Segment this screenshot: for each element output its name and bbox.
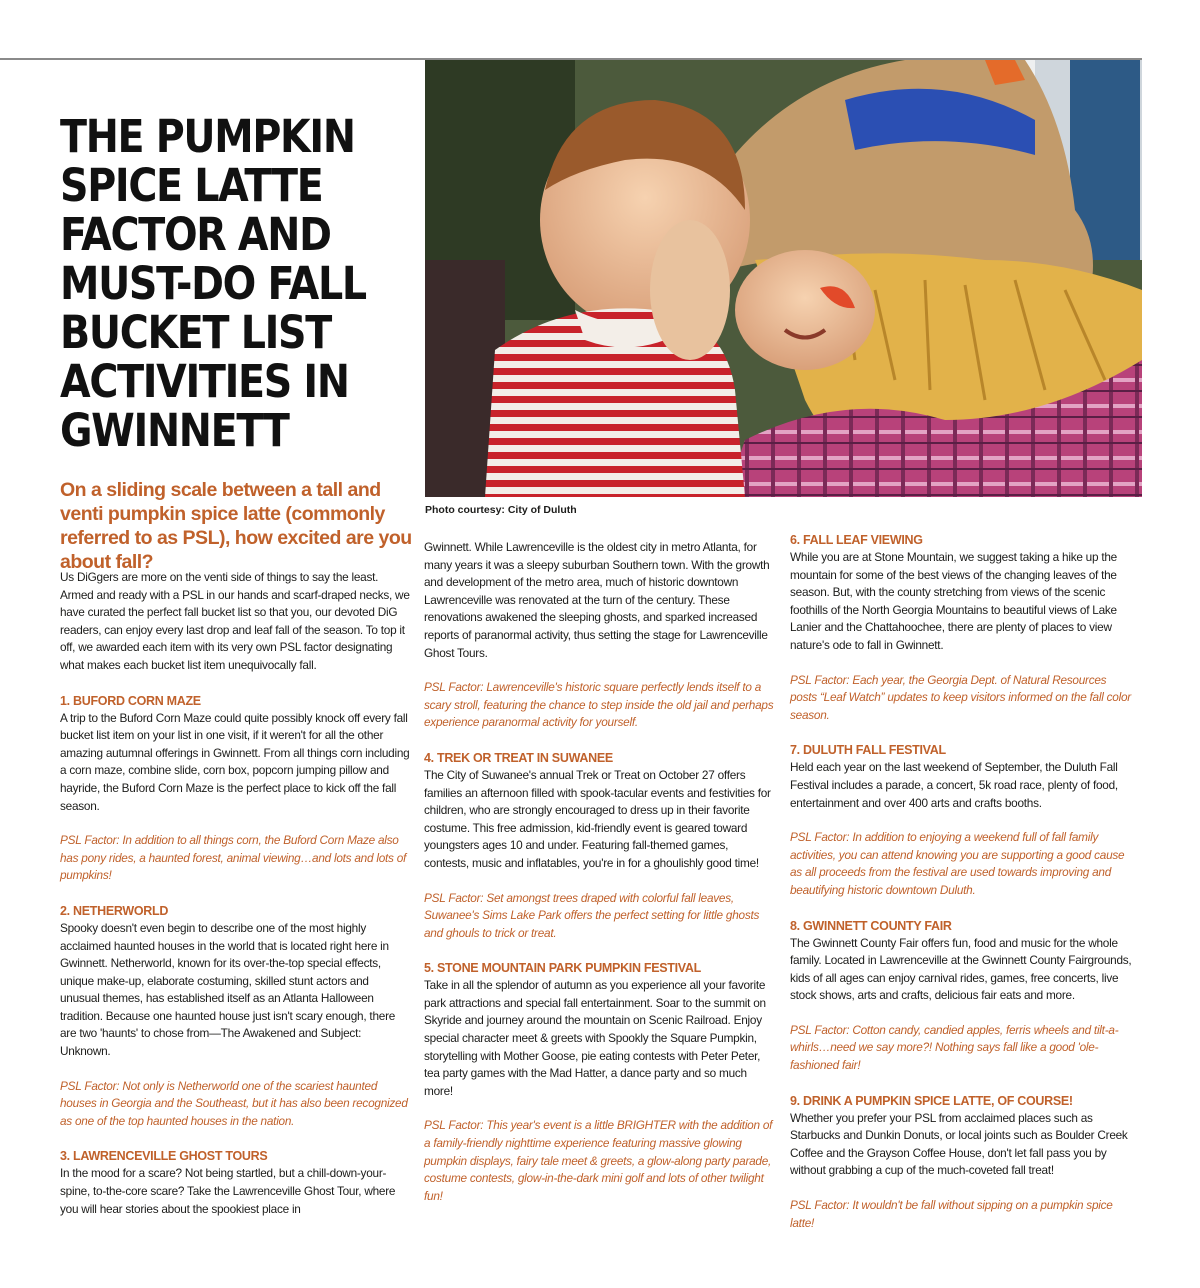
section-body-continued: Gwinnett. While Lawrenceville is the oldest city in metro Atlanta, for many years it was a sleepy suburban Southern town. With the growth and development of the metro area, much of historic downtown Lawrenceville was renovated at the turn of the century. These renovations awakened the sleeping ghosts, and sparked increased reports of paranormal activity, thus setting the stage for Lawrenceville Ghost Tours.	[424, 540, 770, 660]
section-body: The Gwinnett County Fair offers fun, food and music for the whole family. Located in Lawrenceville at the Gwinnett County Fairgrounds, kids of all ages can enjoy carnival rides, games, free concerts, live stock shows, arts and crafts, delicious fair eats and more.	[790, 935, 1132, 1003]
article-deck: On a sliding scale between a tall and venti pumpkin spice latte (commonly referred to as PSL), how excited are you about fall?	[60, 479, 412, 573]
section-body: Spooky doesn't even begin to describe one of the most highly acclaimed haunted houses in the world that is located right here in Gwinnett. Netherworld, known for its over-the-top special effects, unique make-up, elaborate costuming, skilled stunt actors and unusual themes, has established itself as an Atlanta Halloween tradition. Because one haunted house just isn't scary enough, there are two 'haunts' to chose from—The Awakened and Subject: Unknown.	[60, 920, 396, 1059]
article-photo	[425, 60, 1142, 497]
article-title: THE PUMPKIN SPICE LATTE FACTOR AND MUST-DO FALL BUCKET LIST ACTIVITIES IN GWINNETT	[60, 110, 366, 457]
section-heading: 7. DULUTH FALL FESTIVAL	[790, 743, 946, 758]
column-2	[424, 539, 776, 1222]
section-heading: 6. FALL LEAF VIEWING	[790, 533, 923, 547]
section-body: Whether you prefer your PSL from acclaimed places such as Starbucks and Dunkin Donuts, or local joints such as Boulder Creek Coffee and the Grayson Coffee House, don't let fall pass you by without grabbing a cup of the much-coveted fall treat!	[790, 1110, 1128, 1178]
column-3	[790, 531, 1135, 1249]
psl-factor: PSL Factor: It wouldn't be fall without sipping on a pumpkin spice latte!	[790, 1198, 1113, 1230]
psl-factor: PSL Factor: Set amongst trees draped with colorful fall leaves, Suwanee's Sims Lake Park offers the perfect setting for little ghosts and ghouls to trick or treat.	[424, 890, 760, 940]
section-heading: 2. NETHERWORLD	[60, 903, 169, 918]
psl-factor: PSL Factor: Each year, the Georgia Dept. of Natural Resources posts “Leaf Watch” updates to keep visitors informed on the fall color season.	[790, 672, 1131, 722]
section-body: While you are at Stone Mountain, we suggest taking a hike up the mountain for some of the best views of the changing leaves of the season. But, with the county stretching from views of the scenic foothills of the North Georgia Mountains to beautiful views of Lake Lanier and the Chattahoochee, there are plenty of places to view nature's ode to fall in Gwinnett.	[790, 550, 1117, 652]
section-body: In the mood for a scare? Not being startled, but a chill-down-your-spine, to-the-core scare? Take the Lawrenceville Ghost Tour, where you will hear stories about the spookiest place in	[60, 1166, 396, 1216]
psl-factor: PSL Factor: Not only is Netherworld one of the scariest haunted houses in Georgia and the Southeast, but it has also been recognized as one of the top haunted houses in the nation.	[60, 1078, 408, 1128]
psl-factor: PSL Factor: This year's event is a little BRIGHTER with the addition of a family-friendly nighttime experience featuring massive glowing pumpkin displays, fairy tale meet & greets, a glow-along party parade, costume contests, glow-in-the-dark mini golf and lots of other twilight fun!	[424, 1118, 773, 1203]
section-body: The City of Suwanee's annual Trek or Treat on October 27 offers families an afternoon filled with spook-tacular events and festivities for children, who are strongly encouraged to dress up in their favorite costume. This free admission, kid-friendly event is geared toward youngsters ages 10 and under. Featuring fall-themed games, contests, music and inflatables, you're in for a ghoulishly good time!	[424, 767, 771, 870]
intro-paragraph: Us DiGgers are more on the venti side of things to say the least. Armed and ready with a PSL in our hands and scarf-draped necks, we have curated the perfect fall bucket list so that you, our devoted DiG readers, can enjoy every last drop and leaf fall of the season. To top it off, we awarded each item with its very own PSL factor designating what makes each bucket list item unequivocally fall.	[60, 570, 410, 672]
photo-illustration	[425, 60, 1142, 497]
section-body: Take in all the splendor of autumn as you experience all your favorite park attractions and special fall entertainment. Soar to the summit on Skyride and journey around the mountain on Scenic Railroad. Enjoy special character meet & greets with Spookly the Square Pumpkin, storytelling with Mother Goose, pie eating contests with Peter Peter, tea party games with the Mad Hatter, a dance party and so much more!	[424, 978, 766, 1098]
section-body: A trip to the Buford Corn Maze could quite possibly knock off every fall bucket list item on your list in one visit, if it weren't for all the other amazing autumnal offerings in Gwinnett. From all things corn including a corn maze, combine slide, corn box, popcorn jumping pillow and hayride, the Buford Corn Maze is the perfect place to kick off the fall season.	[60, 710, 410, 813]
section-heading: 9. DRINK A PUMPKIN SPICE LATTE, OF COURSE!	[790, 1093, 1073, 1108]
column-1	[60, 569, 410, 1235]
psl-factor: PSL Factor: In addition to enjoying a weekend full of fall family activities, you can attend knowing you are supporting a good cause as all proceeds from the festival are used towards improving and beautifying historic downtown Duluth.	[790, 830, 1125, 897]
photo-credit: Photo courtesy: City of Duluth	[425, 504, 577, 516]
section-heading: 5. STONE MOUNTAIN PARK PUMPKIN FESTIVAL	[424, 961, 701, 976]
psl-factor: PSL Factor: Lawrenceville's historic square perfectly lends itself to a scary stroll, featuring the chance to step inside the old jail and perhaps experience paranormal activity for yourself.	[424, 680, 774, 730]
section-heading: 3. LAWRENCEVILLE GHOST TOURS	[60, 1149, 268, 1164]
section-heading: 1. BUFORD CORN MAZE	[60, 693, 201, 708]
section-body: Held each year on the last weekend of September, the Duluth Fall Festival includes a parade, a concert, 5k road race, plenty of food, entertainment and over 400 arts and crafts booths.	[790, 760, 1118, 810]
psl-factor: PSL Factor: Cotton candy, candied apples, ferris wheels and tilt-a-whirls…need we say more?! Nothing says fall like a good 'ole-fashioned fair!	[790, 1022, 1119, 1073]
psl-factor: PSL Factor: In addition to all things corn, the Buford Corn Maze also has pony rides, a haunted forest, animal viewing…and lots and lots of pumpkins!	[60, 833, 407, 883]
section-heading: 8. GWINNETT COUNTY FAIR	[790, 918, 952, 933]
section-heading: 4. TREK OR TREAT IN SUWANEE	[424, 750, 613, 765]
